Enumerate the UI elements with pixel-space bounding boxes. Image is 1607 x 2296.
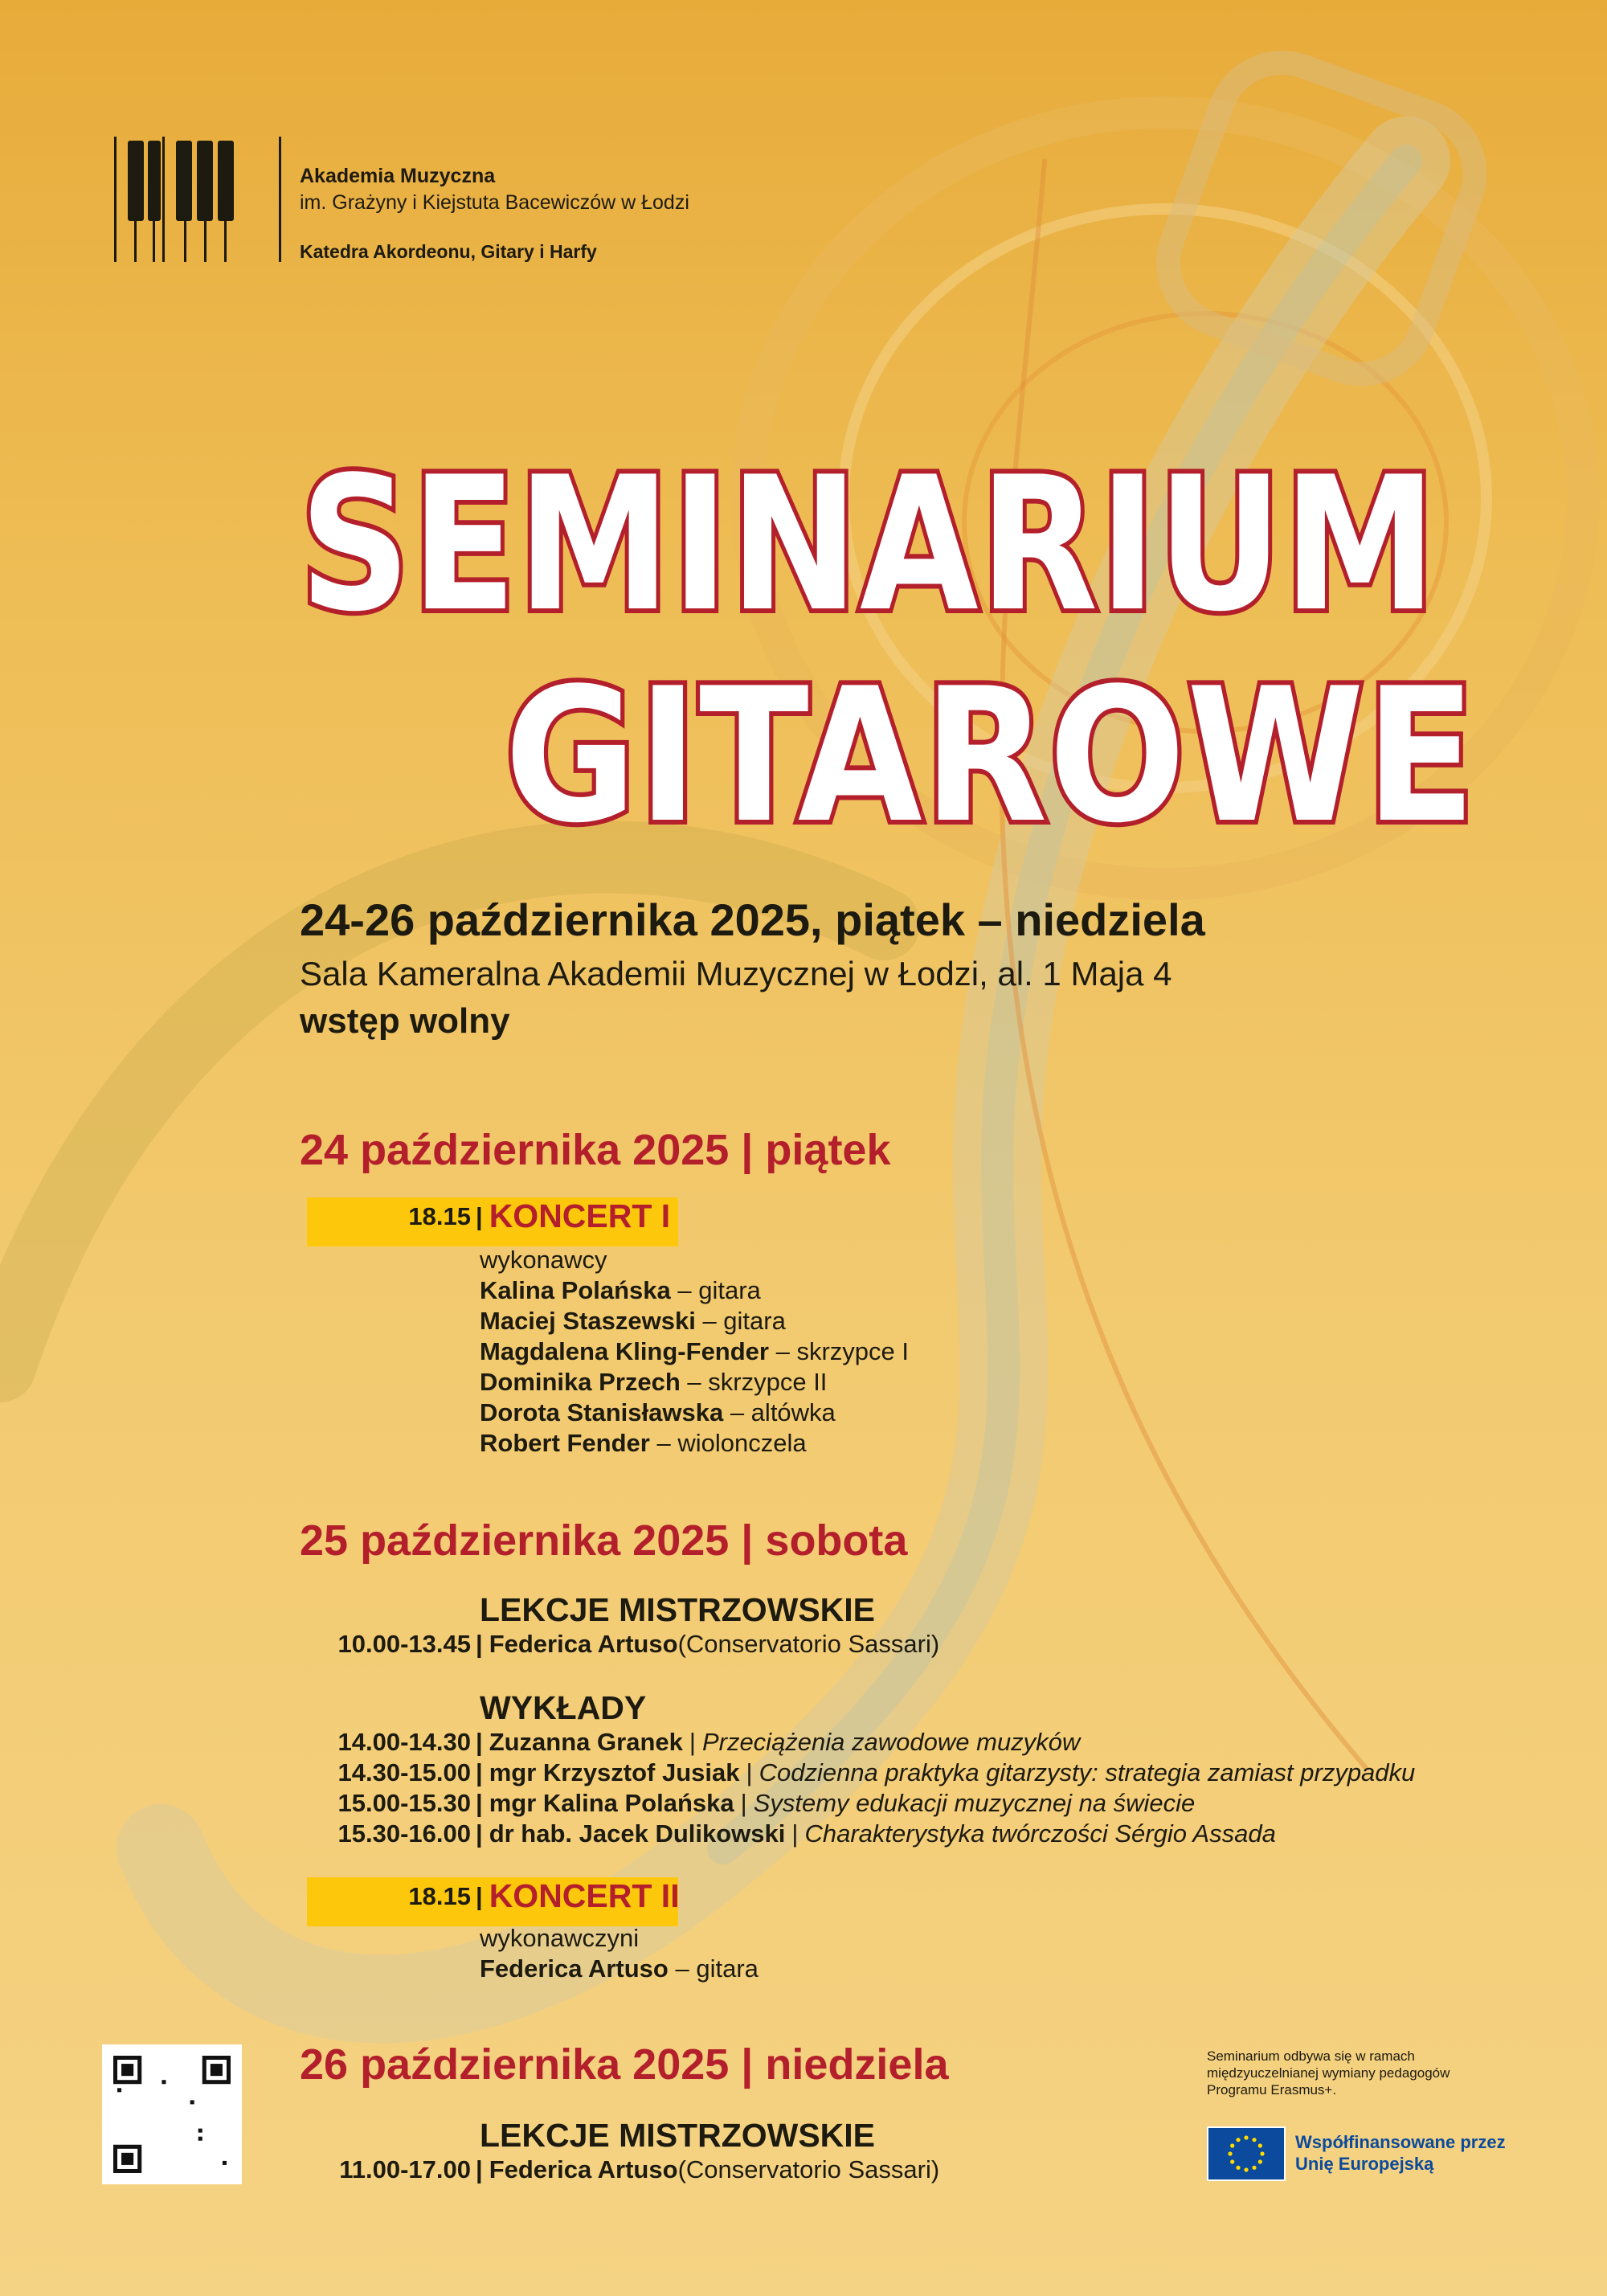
time: 14.00-14.30 bbox=[337, 1728, 471, 1756]
performer-name: Dominika Przech bbox=[480, 1368, 681, 1396]
lecture-topic: Codzienna praktyka gitarzysty: strategia zamiast przypadku bbox=[759, 1758, 1416, 1786]
lecturer-name: Zuzanna Granek bbox=[489, 1728, 683, 1756]
lecture-topic: Przeciążenia zawodowe muzyków bbox=[701, 1728, 1081, 1756]
teacher-name: Federica Artuso bbox=[489, 1630, 678, 1658]
time: 18.15 bbox=[408, 1882, 471, 1910]
teacher-affiliation: (Conservatorio Sassari) bbox=[677, 2155, 940, 2183]
time: 15.30-16.00 bbox=[337, 1819, 471, 1848]
concert-1-row bbox=[305, 1197, 671, 1235]
separator: | bbox=[476, 1819, 483, 1848]
performer-name: Dorota Stanisławska bbox=[480, 1398, 724, 1426]
separator: | bbox=[476, 2155, 483, 2183]
masterclass-title: LEKCJE MISTRZOWSKIE bbox=[480, 2117, 876, 2154]
day1-heading: 24 października 2025 | piątek bbox=[300, 1126, 891, 1174]
separator: | bbox=[476, 1789, 483, 1817]
lectures-title: WYKŁADY bbox=[480, 1689, 647, 1726]
performer-role: – gitara bbox=[668, 1954, 759, 1983]
am-logo bbox=[114, 137, 283, 262]
teacher-name: Federica Artuso bbox=[489, 2155, 678, 2183]
performer-role: – altówka bbox=[723, 1398, 836, 1426]
lecturer-name: mgr Kalina Polańska bbox=[489, 1789, 734, 1817]
performer bbox=[480, 1429, 807, 1458]
eu-line-2: Unię Europejską bbox=[1295, 2154, 1434, 2174]
performer-name: Magdalena Kling-Fender bbox=[480, 1337, 769, 1365]
erasmus-note: Seminarium odbywa się w ramach międzyuczelnianej wymiany pedagogów Programu Erasmus+. bbox=[1207, 2048, 1450, 2098]
lecture-topic: Systemy edukacji muzycznej na świecie bbox=[753, 1789, 1196, 1817]
eu-cofunding-label bbox=[1295, 2131, 1506, 2175]
time: 10.00-13.45 bbox=[337, 1630, 471, 1658]
performer bbox=[480, 1954, 759, 1983]
eu-flag-icon bbox=[1207, 2126, 1286, 2181]
lecture-row: 14.30-15.00 | mgr Krzysztof Jusiak | Codzienna praktyka gitarzysty: strategia zamiast przypadku bbox=[305, 1758, 1415, 1787]
teacher-affiliation: (Conservatorio Sassari) bbox=[677, 1630, 940, 1658]
lecture-row: 14.00-14.30 | Zuzanna Granek | Przeciążenia zawodowe muzyków bbox=[305, 1728, 1080, 1757]
lecture-row: 15.30-16.00 | dr hab. Jacek Dulikowski | Charakterystyka twórczości Sérgio Assada bbox=[305, 1819, 1276, 1848]
time: 15.00-15.30 bbox=[337, 1789, 471, 1817]
performer bbox=[480, 1398, 836, 1427]
masterclass-row bbox=[305, 1630, 939, 1659]
lecture-topic: Charakterystyka twórczości Sérgio Assada bbox=[804, 1819, 1276, 1848]
performer-role: – skrzypce I bbox=[768, 1337, 909, 1365]
separator: | bbox=[476, 1728, 483, 1756]
department-name: Katedra Akordeonu, Gitary i Harfy bbox=[300, 241, 597, 262]
time: 14.30-15.00 bbox=[337, 1758, 471, 1786]
lecturer-name: mgr Krzysztof Jusiak bbox=[489, 1758, 740, 1786]
masterclass-title: LEKCJE MISTRZOWSKIE bbox=[480, 1591, 876, 1628]
performer-role: – wiolonczela bbox=[649, 1429, 807, 1457]
title-line-1: SEMINARIUM bbox=[300, 438, 1438, 653]
eu-line-1: Współfinansowane przez bbox=[1295, 2132, 1506, 2152]
performer-role: – gitara bbox=[670, 1276, 761, 1304]
performers-label: wykonawcy bbox=[480, 1246, 607, 1274]
performer bbox=[480, 1307, 786, 1336]
event-venue: Sala Kameralna Akademii Muzycznej w Łodzi, al. 1 Maja 4 bbox=[300, 955, 1172, 992]
title-line-2: GITAROWE bbox=[505, 649, 1478, 864]
separator: | bbox=[476, 1882, 483, 1910]
performer-name: Maciej Staszewski bbox=[480, 1307, 696, 1335]
day2-heading: 25 października 2025 | sobota bbox=[300, 1516, 908, 1565]
performer-name: Robert Fender bbox=[480, 1429, 650, 1457]
performer-name: Federica Artuso bbox=[480, 1954, 669, 1983]
institution-name: Akademia Muzyczna bbox=[300, 165, 496, 187]
separator: | bbox=[476, 1758, 483, 1786]
lecturer-name: dr hab. Jacek Dulikowski bbox=[489, 1819, 786, 1848]
masterclass-row bbox=[305, 2155, 939, 2184]
performers-label: wykonawczyni bbox=[480, 1924, 640, 1952]
performer bbox=[480, 1337, 909, 1366]
performer-role: – skrzypce II bbox=[680, 1368, 828, 1396]
lecture-row: 15.00-15.30 | mgr Kalina Polańska | Systemy edukacji muzycznej na świecie bbox=[305, 1789, 1195, 1818]
performer bbox=[480, 1276, 761, 1305]
performer bbox=[480, 1368, 827, 1397]
day3-heading: 26 października 2025 | niedziela bbox=[300, 2040, 949, 2089]
time: 18.15 bbox=[408, 1202, 471, 1230]
admission-note: wstęp wolny bbox=[300, 1001, 510, 1041]
performer-name: Kalina Polańska bbox=[480, 1276, 671, 1304]
qr-code[interactable] bbox=[102, 2044, 242, 2184]
time: 11.00-17.00 bbox=[339, 2155, 471, 2183]
concert-2-row bbox=[305, 1877, 680, 1915]
event-dates: 24-26 października 2025, piątek – niedziela bbox=[300, 894, 1205, 945]
separator: | bbox=[476, 1202, 483, 1230]
separator: | bbox=[476, 1630, 483, 1658]
institution-patron: im. Grażyny i Kiejstuta Bacewiczów w Łodzi bbox=[300, 191, 689, 214]
performer-role: – gitara bbox=[695, 1307, 786, 1335]
concert-title: KONCERT II bbox=[489, 1877, 680, 1914]
concert-title: KONCERT I bbox=[489, 1197, 671, 1234]
